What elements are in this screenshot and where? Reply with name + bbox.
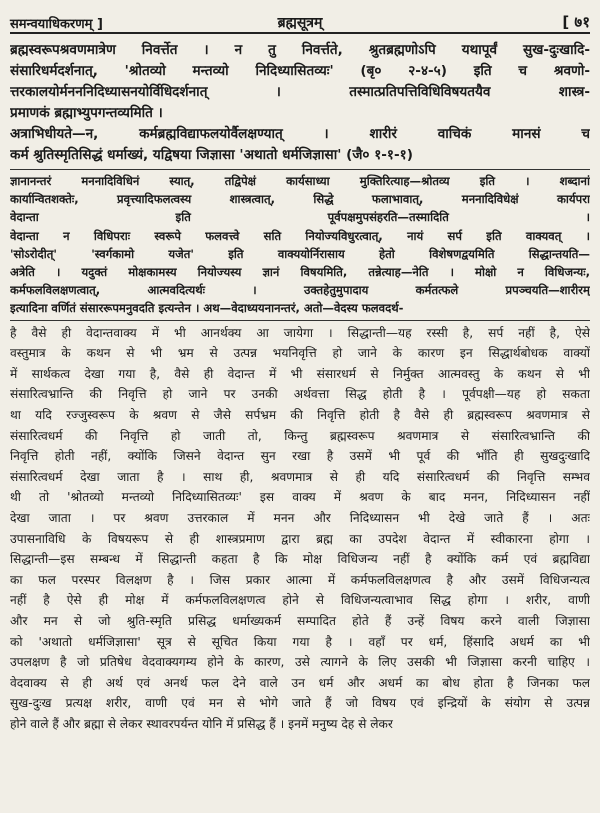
sutra-line: प्रमाणकं ब्रह्माभ्युपगन्तव्यमिति ।	[10, 105, 163, 121]
section-title: समन्वयाधिकरणम् ]	[10, 17, 103, 32]
commentary-line: 'सोऽरोदीत्' 'स्वर्गकामो यजेत' इति वाक्ययोर्निरासाय हेतो विशेषणद्वयमिति सिद्धान्तयति—	[10, 246, 590, 261]
hindi-line: निवृत्ति होती नहीं, क्योंकि जिसने वेदान्त सुन रखा है उसमें भी पूर्व की भाँति ही सुखदुःखादि	[10, 449, 590, 464]
hindi-line: होने वाले हैं और ब्रह्मा से लेकर स्थावरपर्यन्त योनि में प्रसिद्ध हैं । इनमें मनुष्य देह से लेकर	[10, 716, 393, 731]
hindi-line: उपलक्षण है जो प्रतिषेध वेदवाक्यगम्य होने के कारण, उसे त्यागने के लिए उसकी भी जिज्ञासा करनी चाहिए ।	[10, 655, 590, 670]
divider	[10, 169, 590, 170]
hindi-line: नहीं है ऐसे ही मोक्ष में कर्मफलविलक्षणत्व होने से विधिजन्यत्वाभाव सिद्ध होगा । शरीर, वाणी	[10, 593, 590, 608]
hindi-line: थी तो 'श्रोतव्यो मन्तव्यो निदिध्यासितव्यः' इस वाक्य में श्रवण के बाद मनन, निदिध्यासन नहीं	[10, 490, 590, 505]
sutra-line: संसारिधर्मदर्शनात्, 'श्रोतव्यो मन्तव्यो निदिध्यासितव्यः' (बृ० २-४-५) इति च श्रवणो-	[10, 63, 590, 79]
commentary-line: कार्यान्वितशक्तेः, प्रवृत्त्यादिफलत्वस्य शास्त्रत्वात्, सिद्धे फलाभावात्, मननादिविधेक्षं कार्यपरा	[10, 192, 590, 207]
hindi-line: संसारित्वभ्रान्ति की निवृत्ति हो जाने पर उनकी अर्थवत्ता सिद्ध होती है । पूर्वपक्षी—यह हो सकता	[10, 387, 590, 402]
hindi-translation	[10, 323, 590, 735]
commentary-line: अत्रेति । यदुक्तं मोक्षकामस्य नियोज्यस्य ज्ञानं विषयमिति, तन्नेत्याह—नेति । मोक्षो न विधिजन्यः,	[10, 265, 590, 280]
sutra-text	[10, 40, 590, 124]
sutra-line: ब्रह्मस्वरूपश्रवणमात्रेण निवर्त्तेत । न तु निवर्त्तते, श्रुतब्रह्मणोऽपि यथापूर्वं सुख-दुःखादि-	[10, 42, 590, 58]
sutra-line: त्तरकालयोर्मनननिदिध्यासनयोर्विधिदर्शनात् । तस्मात्प्रतिपत्तिविधिविषयतयैव शास्त्र-	[10, 84, 590, 100]
hindi-line: का फल परस्पर विलक्षण है । जिस प्रकार आत्मा में कर्मफलविलक्षणत्व है और उसमें विधिजन्यत्व	[10, 572, 590, 587]
commentary-line: वेदान्ता इति पूर्वपक्षमुपसंहरति—तस्मादिति ।	[10, 210, 590, 225]
commentary-line: इत्यादिना वर्णितं संसाररूपमनुवदति इत्यन्तेन । अथ—वेदाध्ययनानन्तरं, अतो—वेदस्य फलवदर्थ-	[10, 301, 404, 316]
hindi-line: था यदि रज्जुस्वरूप के श्रवण से जैसे सर्पभ्रम की निवृत्ति होती है वैसे ही ब्रह्मस्वरूप श्रवणमात्र से	[10, 408, 590, 422]
book-title: ब्रह्मसूत्रम्	[277, 15, 323, 31]
hindi-line: है वैसे ही वेदान्तवाक्य में भी आनर्थक्य आ जायेगा । सिद्धान्ती—यह रस्सी है, सर्प नहीं है, ऐसे	[10, 325, 590, 340]
commentary-line: ज्ञानानन्तरं मननादिविधिनं स्यात्, तद्विपेक्षं कार्यसाध्या मुक्तिरित्याह—श्रोतव्य इति । शब्दानां	[10, 174, 590, 188]
commentary-line: कर्मफलविलक्षणत्वात्, आत्मवदित्यर्थः । उक्तहेतुमुपादाय कर्मतत्फले प्रपञ्चयति—शारीरम्	[10, 283, 590, 298]
bhashya-text	[10, 124, 590, 166]
hindi-line: में सार्थकत्व देखा गया है, वैसे ही वेदान्त में भी संसारधर्म से निर्मुक्त आत्मवस्तु के कथन से भी	[10, 366, 590, 381]
commentary-line: वेदान्ता न विधिपराः स्वरूपे फलवत्त्वे सति नियोज्यविधुरत्वात्, नायं सर्प इति वाक्यवत् ।	[10, 228, 590, 243]
bhashya-line: अत्राभिधीयते—न, कर्मब्रह्मविद्याफलयोर्वैलक्षण्यात् । शारीरं वाचिकं मानसं च	[10, 126, 590, 142]
hindi-line: को 'अथातो धर्मजिज्ञासा' सूत्र से सूचित किया गया है । वहाँ पर धर्म, हिंसादि अधर्म का भी	[10, 634, 590, 649]
hindi-line: देखा जाता । पर श्रवण उत्तरकाल में मनन और निदिध्यासन भी देखे जाते हैं । अतः	[10, 510, 590, 525]
hindi-line: सुख-दुःख प्रत्यक्ष शरीर, वाणी एवं मन से भोगे जाते हैं जो विषय एवं इन्द्रियों के संयोग से उत्पन्न	[10, 696, 590, 711]
divider	[10, 320, 590, 321]
hindi-line: वेदवाक्य से ही अर्थ एवं अनर्थ फल देने वाले उन धर्म और अधर्म का बोध होता है जिनका फल	[10, 675, 590, 690]
page-header	[10, 6, 590, 34]
hindi-line: उपासनाविधि के विषयरूप से ही शास्त्रप्रमाण द्वारा ब्रह्म का उपदेश वेदान्त में स्वीकारना होगा ।	[10, 531, 590, 546]
hindi-line: और मन से जो श्रुति-स्मृति प्रसिद्ध धर्माख्यकर्म सम्पादित होते हैं उन्हें विषय करने वाली जिज्ञासा	[10, 613, 590, 628]
hindi-line: संसारित्वधर्म देखा जाता है । साथ ही, श्रवणमात्र से ही यदि संसारित्वधर्म की निवृत्ति सम्भव	[10, 469, 590, 484]
hindi-line: वस्तुमात्र के कथन से भी भ्रम से उत्पन्न भयनिवृत्ति हो जाने के कारण इन सिद्धार्थबोधक वाक्यों	[10, 346, 590, 361]
bhashya-line: कर्म श्रुतिस्मृतिसिद्धं धर्माख्यं, यद्विषया जिज्ञासा 'अथातो धर्मजिज्ञासा' (जै० १-१-१)	[10, 147, 413, 163]
commentary-text	[10, 172, 590, 318]
hindi-line: संसारित्वधर्म की निवृत्ति हो जाती तो, किन्तु ब्रह्मस्वरूप श्रवणमात्र से संसारित्वभ्रान्ति की	[10, 428, 590, 443]
hindi-line: सिद्धान्ती—इस सम्बन्ध में सिद्धान्ती कहता है कि मोक्ष विधिजन्य नहीं है क्योंकि कर्म एवं ब्रह्मविद्या	[10, 552, 590, 567]
page-number: [ ७१	[562, 13, 590, 31]
